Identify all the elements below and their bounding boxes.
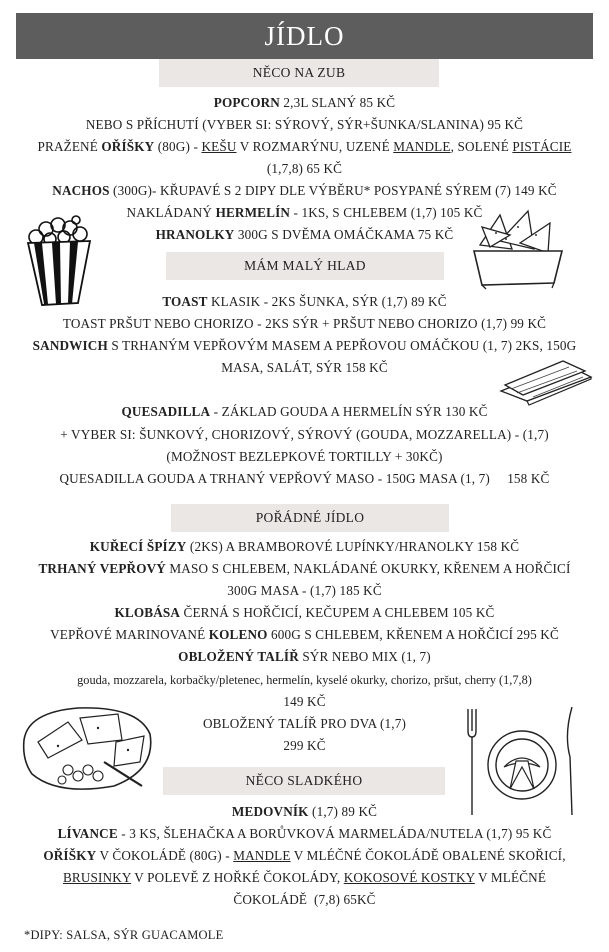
item-desc: QUESADILLA GOUDA A TRHANÝ VEPŘOVÝ MASO - 150G MASA (1, 7) 158 KČ xyxy=(59,471,550,486)
item-desc: (80G) - xyxy=(154,139,202,154)
item-desc: TOAST PRŠUT NEBO CHORIZO - 2KS SÝR + PRŠUT NEBO CHORIZO (1,7) 99 KČ xyxy=(62,316,547,331)
item-desc: ČERNÁ S HOŘČICÍ, KEČUPEM A CHLEBEM 105 KČ xyxy=(180,605,495,620)
item-name: NACHOS xyxy=(52,183,110,198)
menu-item-sandwich xyxy=(0,338,609,354)
item-desc: (300G)- KŘUPAVÉ S 2 DIPY DLE VÝBĚRU* POSYPANÉ SÝREM (7) 149 KČ xyxy=(109,183,557,198)
item-name: MEDOVNÍK xyxy=(231,804,309,819)
section-label: MÁM MALÝ HLAD xyxy=(244,258,366,273)
item-name: HRANOLKY xyxy=(155,227,235,242)
item-name: POPCORN xyxy=(213,95,280,110)
item-name: KLOBÁSA xyxy=(114,605,181,620)
item-desc: V MLÉČNÉ ČOKOLÁDĚ OBALENÉ SKOŘICÍ, xyxy=(290,848,566,863)
item-desc: MASO S CHLEBEM, NAKLÁDANÉ OKURKY, KŘENEM A HOŘČICÍ xyxy=(165,561,571,576)
item-price: 149 KČ xyxy=(283,694,326,709)
menu-item-pulled-pork xyxy=(0,561,609,577)
menu-item-sausage xyxy=(0,605,609,621)
item-name: TRHANÝ VEPŘOVÝ xyxy=(38,561,166,576)
section-header-mam-maly-hlad xyxy=(166,252,444,280)
menu-item-quesadilla-gf xyxy=(0,449,609,465)
item-desc: KLASIK - 2KS ŠUNKA, SÝR (1,7) 89 KČ xyxy=(207,294,447,309)
menu-item-popcorn-flavor xyxy=(0,117,609,133)
cheese-board-icon xyxy=(18,700,158,800)
item-underlined: MANDLE xyxy=(393,139,451,154)
section-label: POŘÁDNÉ JÍDLO xyxy=(255,510,365,525)
item-name: OBLOŽENÝ TALÍŘ xyxy=(178,649,299,664)
item-desc: PRAŽENÉ xyxy=(37,139,102,154)
menu-item-toast-prsut xyxy=(0,316,609,332)
menu-item-quesadilla-options xyxy=(0,427,609,443)
item-desc: S TRHANÝM VEPŘOVÝM MASEM A PEPŘOVOU OMÁČKOU (1, 7) 2KS, 150G xyxy=(107,338,577,353)
menu-item-choc-nuts-end xyxy=(0,892,609,908)
item-price: ČOKOLÁDĚ (7,8) 65KČ xyxy=(233,892,376,907)
item-name: OŘÍŠKY xyxy=(43,848,97,863)
item-desc: gouda, mozzarela, korbačky/pletenec, hermelín, kyselé okurky, chorizo, pršut, cherry (1,7,8) xyxy=(77,673,532,687)
item-desc: 300G MASA - (1,7) 185 KČ xyxy=(227,583,382,598)
item-desc: V ČOKOLÁDĚ (80G) - xyxy=(96,848,234,863)
menu-item-popcorn xyxy=(0,95,609,111)
item-desc: V POLEVĚ Z HOŘKÉ ČOKOLÁDY, xyxy=(131,870,344,885)
title-bar xyxy=(16,13,593,59)
item-name: SANDWICH xyxy=(32,338,108,353)
item-desc: SÝR NEBO MIX (1, 7) xyxy=(298,649,431,664)
section-header-poradne-jidlo xyxy=(171,504,449,532)
item-name: OŘÍŠKY xyxy=(101,139,155,154)
menu-item-pancakes xyxy=(0,826,609,842)
menu-item-pulled-pork-cont xyxy=(0,583,609,599)
page-title: JÍDLO xyxy=(264,20,345,51)
quesadilla-icon xyxy=(497,357,595,407)
popcorn-icon xyxy=(20,215,100,307)
item-desc: - 3 KS, ŠLEHAČKA A BORŮVKOVÁ MARMELÁDA/NUTELA (1,7) 95 KČ xyxy=(117,826,552,841)
menu-item-choc-nuts xyxy=(0,848,609,864)
item-desc: 600G S CHLEBEM, KŘENEM A HOŘČICÍ 295 KČ xyxy=(267,627,559,642)
section-header-neco-sladkeho xyxy=(163,767,445,795)
item-underlined: PISTÁCIE xyxy=(512,139,572,154)
item-price: (1,7,8) 65 KČ xyxy=(266,161,343,176)
item-underlined: MANDLE xyxy=(233,848,291,863)
item-desc: + VYBER SI: ŠUNKOVÝ, CHORIZOVÝ, SÝROVÝ (GOUDA, MOZZARELLA) - (1,7) xyxy=(60,427,549,442)
menu-item-choc-nuts-cont xyxy=(0,870,609,886)
item-desc: - 1KS, S CHLEBEM (1,7) 105 KČ xyxy=(290,205,483,220)
menu-item-nachos xyxy=(0,183,609,199)
section-label: NĚCO SLADKÉHO xyxy=(245,773,363,788)
menu-item-nuts-price xyxy=(0,161,609,177)
item-desc: 2,3L SLANÝ 85 KČ xyxy=(279,95,396,110)
item-name: QUESADILLA xyxy=(121,404,211,419)
menu-item-plate-contents xyxy=(0,673,609,688)
item-desc: OBLOŽENÝ TALÍŘ PRO DVA (1,7) xyxy=(202,716,407,731)
menu-item-knee xyxy=(0,627,609,643)
menu-item-nuts xyxy=(0,139,609,155)
footnote: *DIPY: SALSA, SÝR GUACAMOLE xyxy=(24,928,224,942)
item-underlined: KEŠU xyxy=(201,139,237,154)
item-desc: , SOLENÉ xyxy=(450,139,513,154)
item-price: 299 KČ xyxy=(283,738,326,753)
item-underlined: BRUSINKY xyxy=(62,870,132,885)
menu-item-skewers xyxy=(0,539,609,555)
menu-item-quesadilla-pork xyxy=(0,471,609,487)
item-desc: V ROZMARÝNU, UZENÉ xyxy=(236,139,394,154)
section-label: NĚCO NA ZUB xyxy=(252,65,346,80)
item-desc: NAKLÁDANÝ xyxy=(126,205,216,220)
item-name: KOLENO xyxy=(208,627,268,642)
item-name: LÍVANCE xyxy=(57,826,118,841)
item-desc: VEPŘOVÉ MARINOVANÉ xyxy=(50,627,209,642)
item-desc: - ZÁKLAD GOUDA A HERMELÍN SÝR 130 KČ xyxy=(210,404,488,419)
item-desc: MASA, SALÁT, SÝR 158 KČ xyxy=(221,360,388,375)
item-desc: (MOŽNOST BEZLEPKOVÉ TORTILLY + 30KČ) xyxy=(166,449,443,464)
nachos-icon xyxy=(470,205,565,290)
place-setting-icon xyxy=(460,705,585,820)
item-desc: 300G S DVĚMA OMÁČKAMA 75 KČ xyxy=(234,227,454,242)
item-desc: (2KS) A BRAMBOROVÉ LUPÍNKY/HRANOLKY 158 KČ xyxy=(186,539,520,554)
item-desc: NEBO S PŘÍCHUTÍ (VYBER SI: SÝROVÝ, SÝR+ŠUNKA/SLANINA) 95 KČ xyxy=(85,117,524,132)
menu-item-plate xyxy=(0,649,609,665)
section-header-neco-na-zub xyxy=(159,59,439,87)
item-name: KUŘECÍ ŠPÍZY xyxy=(89,539,187,554)
item-desc: (1,7) 89 KČ xyxy=(308,804,378,819)
item-underlined: KOKOSOVÉ KOSTKY xyxy=(343,870,475,885)
item-name: TOAST xyxy=(162,294,208,309)
item-desc: V MLÉČNÉ xyxy=(474,870,547,885)
item-name: HERMELÍN xyxy=(215,205,291,220)
